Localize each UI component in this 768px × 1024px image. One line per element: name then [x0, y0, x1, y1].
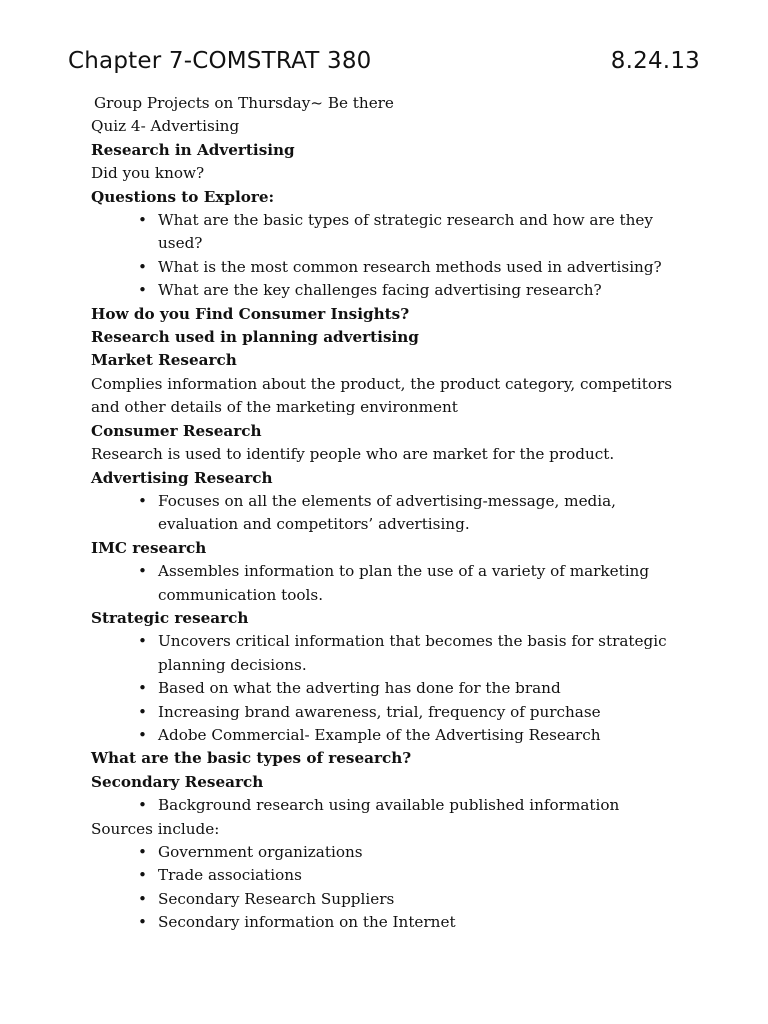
list-item: • Secondary Research Suppliers: [91, 888, 701, 911]
bullet-icon: •: [138, 632, 147, 651]
research-in-advertising-heading: Research in Advertising: [91, 140, 295, 159]
page-date: 8.24.13: [610, 48, 700, 74]
imc-research-list: [91, 560, 701, 607]
sources-list: [91, 841, 701, 935]
list-item: • Based on what the adverting has done for the brand: [91, 677, 701, 700]
bullet-icon: •: [138, 913, 147, 932]
bullet-icon: •: [138, 796, 147, 815]
list-item: • Adobe Commercial- Example of the Advertising Research: [91, 724, 701, 747]
list-item: • What is the most common research methods used in advertising?: [91, 256, 701, 279]
bullet-icon: •: [138, 702, 147, 721]
list-item: • What are the basic types of strategic research and how are they used?: [138, 211, 653, 253]
secondary-research-heading: Secondary Research: [91, 772, 264, 791]
page-title: Chapter 7-COMSTRAT 380: [68, 48, 372, 74]
quiz-note: Quiz 4- Advertising: [91, 117, 240, 136]
bullet-icon: •: [138, 491, 147, 510]
list-item: • Uncovers critical information that becomes the basis for strategic planning decisions.: [138, 632, 667, 674]
questions-heading: Questions to Explore:: [91, 187, 275, 206]
strategic-research-heading: Strategic research: [91, 608, 249, 627]
consumer-insights-heading: How do you Find Consumer Insights?: [91, 304, 410, 323]
document-header: [68, 44, 700, 84]
advertising-research-heading: Advertising Research: [91, 468, 273, 487]
bullet-icon: •: [138, 866, 147, 885]
list-item: • Focuses on all the elements of advertising-message, media, evaluation and competitors’ advertising.: [138, 491, 617, 534]
strategic-research-list: [91, 630, 701, 747]
bullet-icon: •: [138, 281, 147, 300]
list-item: • Increasing brand awareness, trial, frequency of purchase: [91, 701, 701, 724]
bullet-icon: •: [138, 211, 147, 230]
did-you-know-note: Did you know?: [91, 164, 205, 183]
research-planning-heading: Research used in planning advertising: [91, 328, 419, 347]
notes-body: [91, 92, 701, 935]
list-item: • Trade associations: [91, 864, 701, 887]
list-item: • Secondary information on the Internet: [91, 911, 701, 934]
list-item: • Assembles information to plan the use of a variety of marketing communication tools.: [138, 562, 650, 604]
sources-include-label: Sources include:: [91, 819, 220, 838]
secondary-research-list: [91, 794, 701, 817]
list-item: • Background research using available published information: [91, 794, 701, 817]
bullet-icon: •: [138, 679, 147, 698]
market-research-heading: Market Research: [91, 351, 237, 370]
advertising-research-list: [91, 490, 701, 537]
consumer-research-text: Research is used to identify people who are market for the product.: [91, 445, 615, 464]
questions-list: [91, 209, 701, 303]
bullet-icon: •: [138, 257, 147, 276]
bullet-icon: •: [138, 562, 147, 581]
imc-research-heading: IMC research: [91, 538, 207, 557]
list-item: • What are the key challenges facing advertising research?: [91, 279, 701, 302]
bullet-icon: •: [138, 725, 147, 744]
consumer-research-heading: Consumer Research: [91, 421, 262, 440]
group-projects-note: Group Projects on Thursday~ Be there: [94, 94, 394, 112]
market-research-text: Complies information about the product, the product category, competitors and other details of the marketing environment: [91, 374, 673, 417]
basic-types-heading: What are the basic types of research?: [91, 749, 412, 768]
bullet-icon: •: [138, 843, 147, 861]
list-item: • Government organizations: [91, 841, 701, 864]
bullet-icon: •: [138, 889, 147, 908]
